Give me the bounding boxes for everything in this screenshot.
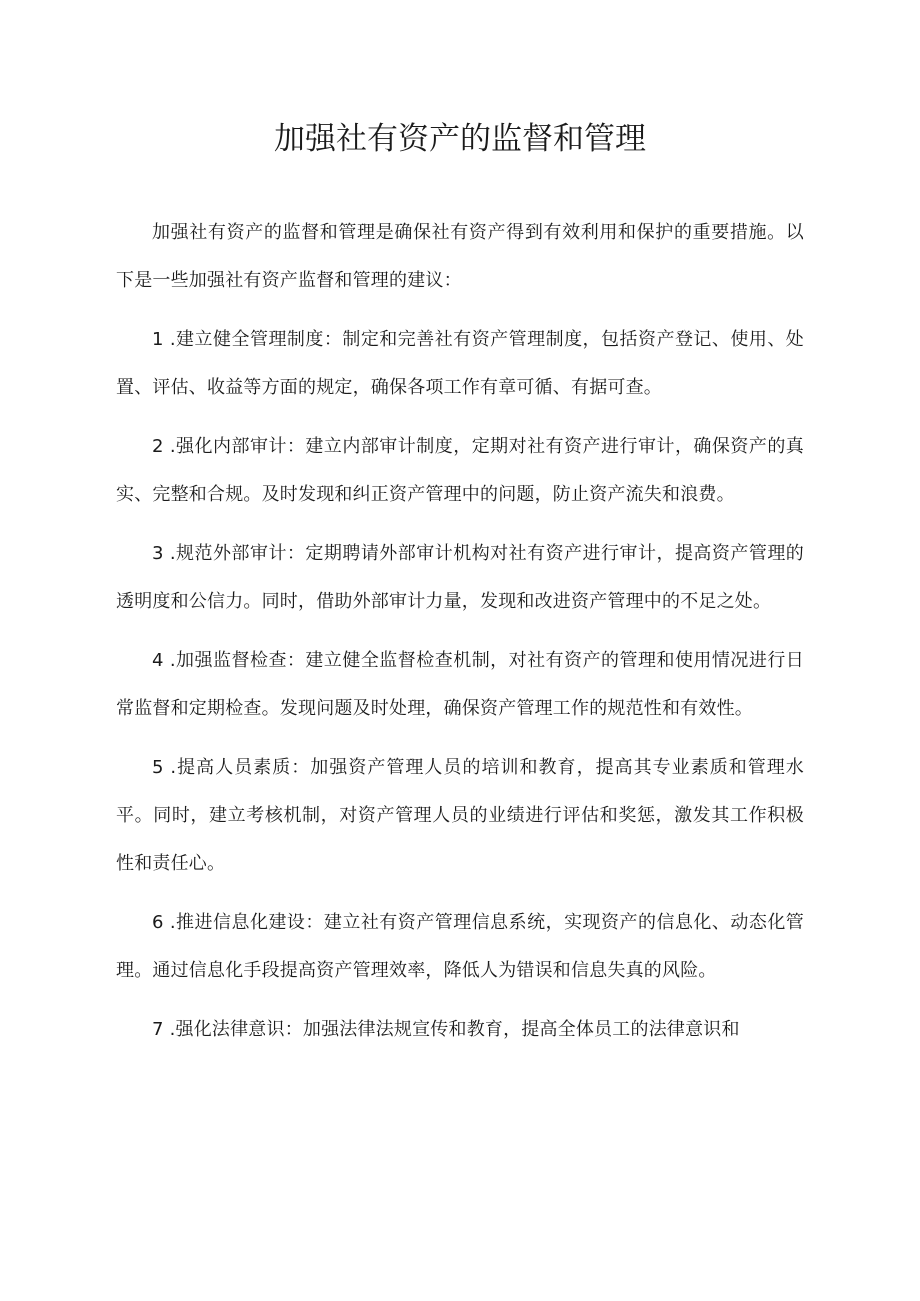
list-item-6 xyxy=(116,899,804,995)
item-number: 5 xyxy=(152,757,164,778)
item-number: 6 xyxy=(152,912,164,933)
item-number: 7 xyxy=(152,1019,164,1040)
list-item-2 xyxy=(116,423,804,519)
item-text: .提高人员素质：加强资产管理人员的培训和教育，提高其专业素质和管理水平。同时，建立考核机制，对资产管理人员的业绩进行评估和奖惩，激发其工作积极性和责任心。 xyxy=(116,757,804,874)
list-item-5 xyxy=(116,744,804,888)
item-number: 2 xyxy=(152,436,164,457)
item-number: 3 xyxy=(152,543,164,564)
document-body xyxy=(116,209,804,1065)
item-text: .建立健全管理制度：制定和完善社有资产管理制度，包括资产登记、使用、处置、评估、收益等方面的规定，确保各项工作有章可循、有据可查。 xyxy=(116,329,805,398)
list-item-7 xyxy=(116,1006,804,1054)
item-number: 4 xyxy=(152,650,164,671)
item-text: .规范外部审计：定期聘请外部审计机构对社有资产进行审计，提高资产管理的透明度和公信力。同时，借助外部审计力量，发现和改进资产管理中的不足之处。 xyxy=(116,543,805,612)
document-title: 加强社有资产的监督和管理 xyxy=(274,121,646,157)
item-text: .强化法律意识：加强法律法规宣传和教育，提高全体员工的法律意识和 xyxy=(169,1019,740,1040)
list-item-4 xyxy=(116,637,804,733)
intro-paragraph: 加强社有资产的监督和管理是确保社有资产得到有效利用和保护的重要措施。以下是一些加强社有资产监督和管理的建议： xyxy=(116,222,804,291)
item-text: .推进信息化建设：建立社有资产管理信息系统，实现资产的信息化、动态化管理。通过信息化手段提高资产管理效率，降低人为错误和信息失真的风险。 xyxy=(116,912,805,981)
item-text: .加强监督检查：建立健全监督检查机制，对社有资产的管理和使用情况进行日常监督和定期检查。发现问题及时处理，确保资产管理工作的规范性和有效性。 xyxy=(116,650,805,719)
list-item-3 xyxy=(116,530,804,626)
item-number: 1 xyxy=(152,329,164,350)
list-item-1 xyxy=(116,316,804,412)
item-text: .强化内部审计：建立内部审计制度，定期对社有资产进行审计，确保资产的真实、完整和合规。及时发现和纠正资产管理中的问题，防止资产流失和浪费。 xyxy=(116,436,805,505)
